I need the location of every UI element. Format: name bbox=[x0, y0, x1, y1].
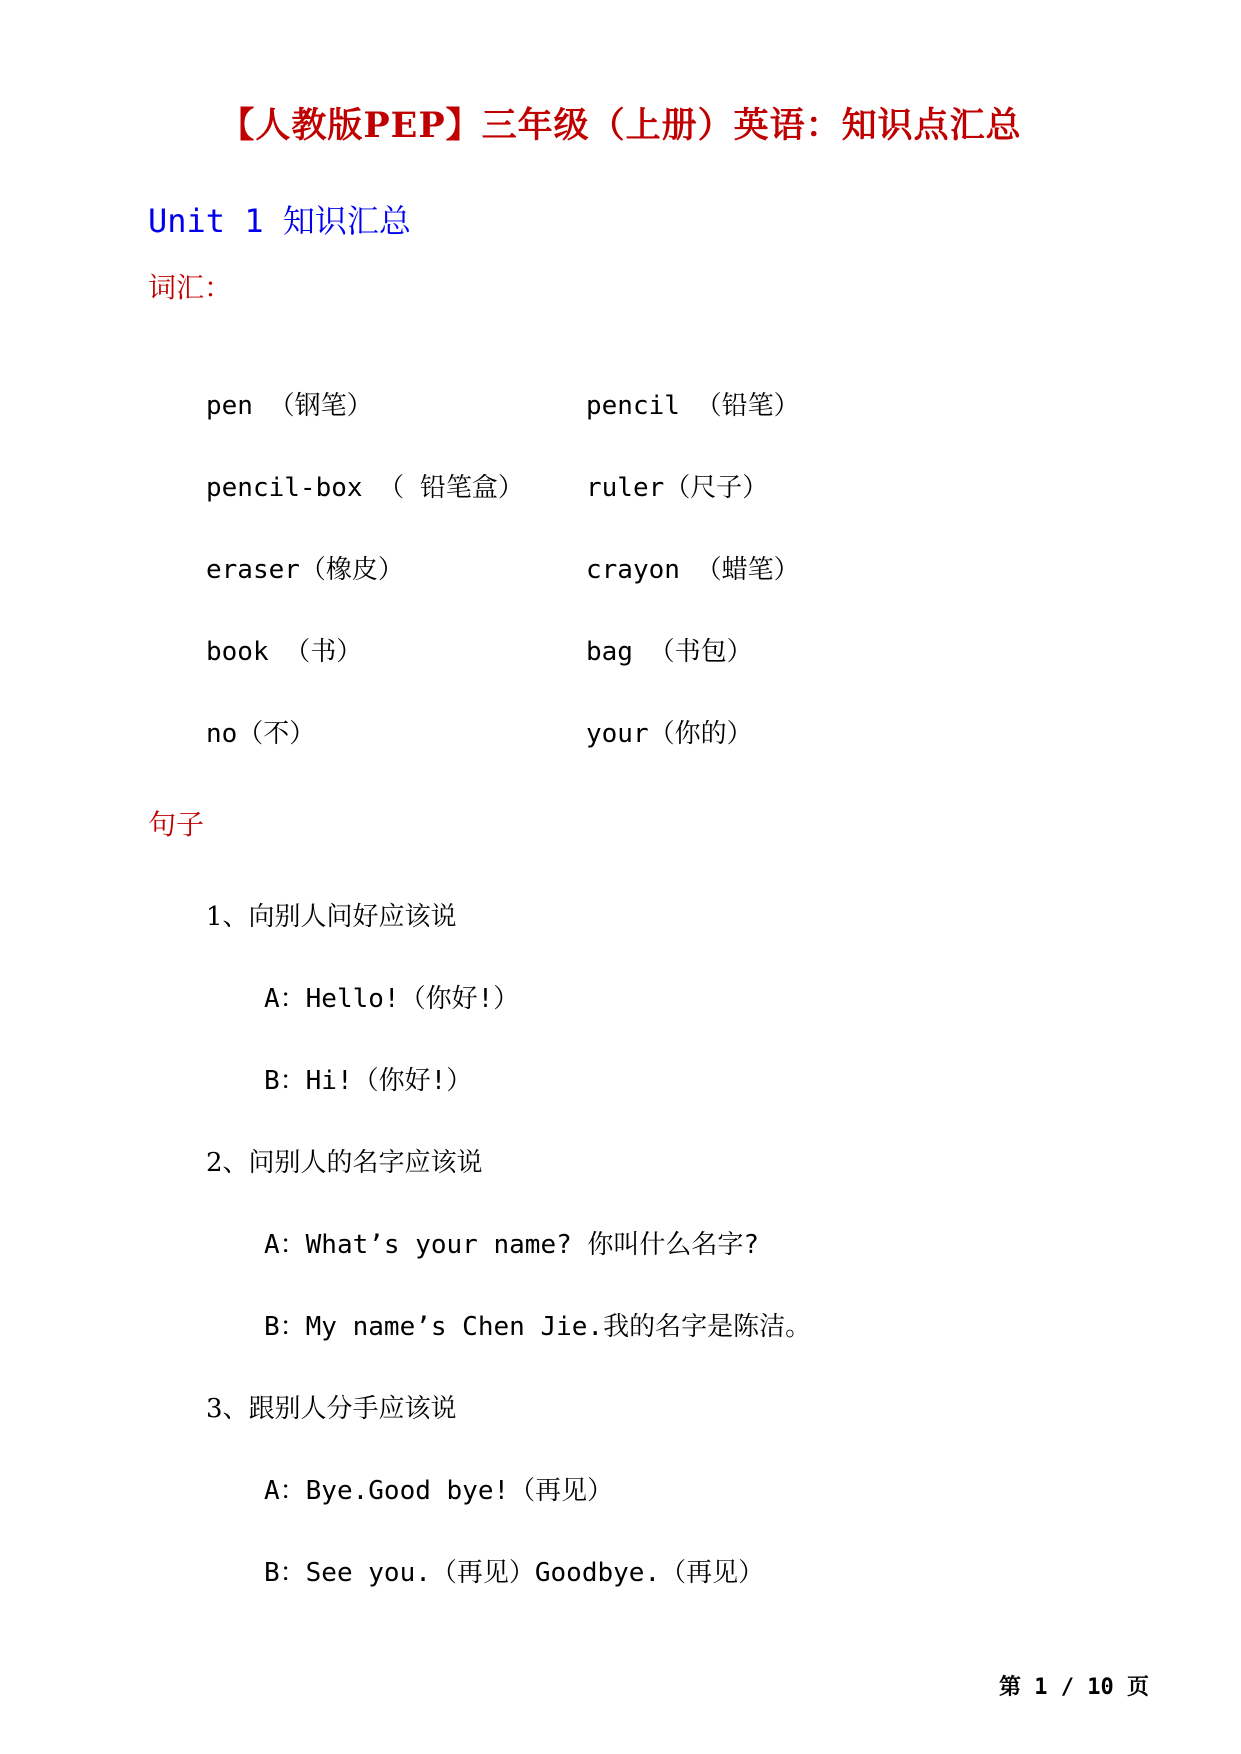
vocab-item: bag （书包） bbox=[586, 637, 753, 667]
dialog-line-b: B：Hi!（你好!） bbox=[264, 1066, 473, 1096]
vocab-item: pencil-box （ 铅笔盒） bbox=[206, 473, 524, 503]
dialog-line-b: B：My name’s Chen Jie.我的名字是陈洁。 bbox=[264, 1312, 812, 1342]
vocab-row bbox=[206, 631, 906, 713]
page-title: 【人教版PEP】三年级（上册）英语：知识点汇总 bbox=[219, 105, 1022, 146]
vocab-item: ruler（尺子） bbox=[586, 473, 769, 503]
sentence-item bbox=[206, 1392, 1106, 1638]
vocab-item: crayon （蜡笔） bbox=[586, 555, 800, 585]
page-number: 第 1 / 10 页 bbox=[999, 1675, 1149, 1700]
vocab-item: your（你的） bbox=[586, 719, 753, 749]
vocab-item: pencil （铅笔） bbox=[586, 391, 800, 421]
vocab-row bbox=[206, 549, 906, 631]
dialog-line-a: A：Hello!（你好!） bbox=[264, 984, 520, 1014]
sentence-item bbox=[206, 900, 1106, 1146]
vocab-heading: 词汇： bbox=[148, 271, 233, 304]
vocab-item: eraser（橡皮） bbox=[206, 555, 404, 585]
dialog-line-b: B：See you.（再见）Goodbye.（再见） bbox=[264, 1558, 765, 1588]
vocab-item: pen （钢笔） bbox=[206, 391, 373, 421]
sentence-prompt: 1、向别人问好应该说 bbox=[206, 902, 457, 932]
vocab-row bbox=[206, 467, 906, 549]
sentence-prompt: 2、问别人的名字应该说 bbox=[206, 1148, 483, 1178]
vocab-list bbox=[206, 385, 906, 795]
vocab-row bbox=[206, 385, 906, 467]
sentences-heading: 句子 bbox=[148, 808, 205, 841]
vocab-row bbox=[206, 713, 906, 795]
vocab-item: no（不） bbox=[206, 719, 316, 749]
unit-heading: Unit 1 知识汇总 bbox=[148, 202, 411, 240]
sentence-prompt: 3、跟别人分手应该说 bbox=[206, 1394, 457, 1424]
sentence-list bbox=[206, 900, 1106, 1638]
dialog-line-a: A：What’s your name? 你叫什么名字? bbox=[264, 1230, 760, 1260]
vocab-item: book （书） bbox=[206, 637, 363, 667]
sentence-item bbox=[206, 1146, 1106, 1392]
dialog-line-a: A：Bye.Good bye!（再见） bbox=[264, 1476, 614, 1506]
